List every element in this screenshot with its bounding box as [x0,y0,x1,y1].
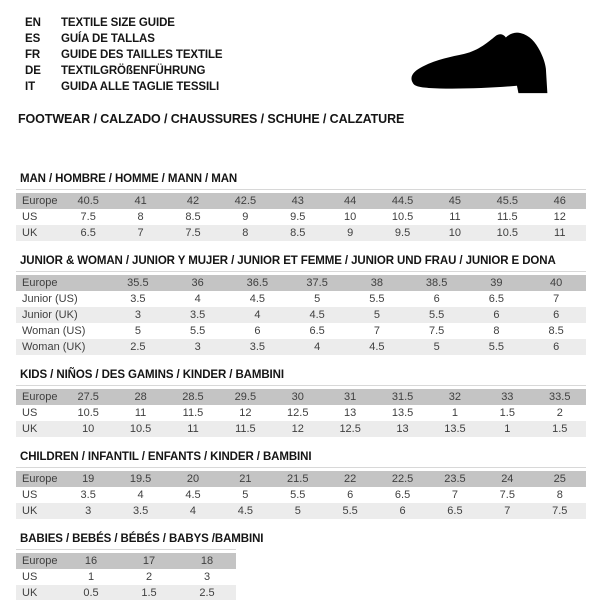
table-row-europe [16,389,586,405]
size-cell: 10.5 [391,211,414,223]
language-code: IT [25,81,36,93]
table-row-europe [16,553,236,569]
size-cell: 12.5 [287,407,309,419]
size-cell: 12 [291,423,304,435]
size-cell: 4 [189,505,197,517]
size-cell: 9 [347,227,354,239]
size-cell: 13.5 [391,407,414,419]
row-label: UK [22,227,38,239]
size-cell: 6 [553,309,560,321]
size-cell: 7.5 [80,211,96,223]
shoe-silhouette-path [411,33,547,94]
size-cell: 5 [433,341,440,353]
row-label: Woman (UK) [22,341,86,353]
category-line: FOOTWEAR / CALZADO / CHAUSSURES / SCHUHE / CALZATURE [18,112,405,126]
row-label: Junior (UK) [22,309,78,321]
table-row-us [16,487,586,503]
size-cell: 31 [344,391,357,403]
size-cell: 12 [239,407,252,419]
size-cell: 1 [87,571,95,583]
size-cell: 24 [501,473,514,485]
size-cell: 5 [314,293,321,305]
section-title: KIDS / NIÑOS / DES GAMINS / KINDER / BAMBINI [20,369,284,381]
size-cell: 27.5 [77,391,99,403]
size-cell: 6.5 [394,489,411,501]
size-cell: 1.5 [552,423,568,435]
size-cell: 40.5 [77,195,99,207]
size-cell: 45 [448,195,462,207]
size-cell: 3 [134,309,141,321]
table-row-uk [16,585,236,600]
size-cell: 11.5 [235,423,256,435]
section-title: CHILDREN / INFANTIL / ENFANTS / KINDER / BAMBINI [20,451,312,463]
size-cell: 11.5 [182,407,204,419]
size-cell: 4.5 [249,293,266,305]
size-section-kids [16,369,586,437]
size-cell: 3 [194,341,201,353]
size-table-children [16,471,586,519]
size-cell: 38.5 [425,277,448,289]
size-cell: 28.5 [182,391,204,403]
size-table-junior-woman [16,275,586,355]
size-cell: 3 [203,571,211,583]
size-cell: 3.5 [130,293,146,305]
size-cell: 36 [191,277,204,289]
table-row-woman-us [16,323,586,339]
size-cell: 7 [451,489,458,501]
size-cell: 5.5 [342,505,358,517]
size-cell: 4 [254,309,261,321]
row-label: US [22,489,38,501]
size-cell: 21 [239,473,252,485]
size-cell: 6 [347,489,354,501]
size-cell: 5 [134,325,141,337]
size-cell: 2.5 [130,341,146,353]
size-cell: 6.5 [488,293,505,305]
size-cell: 25 [553,473,566,485]
size-cell: 22 [344,473,357,485]
size-cell: 3.5 [132,505,149,517]
row-label: US [22,407,38,419]
size-cell: 11 [134,407,147,419]
row-label: UK [22,423,38,435]
size-cell: 5.5 [189,325,206,337]
size-cell: 12 [553,211,566,223]
size-cell: 7.5 [428,325,445,337]
table-top-rule [16,271,586,272]
size-cell: 2 [556,407,563,419]
size-cell: 32 [448,391,462,403]
size-cell: 7 [137,227,144,239]
size-cell: 6.5 [309,325,325,337]
size-cell: 1 [504,423,511,435]
size-cell: 7 [373,325,380,337]
language-code: DE [25,65,41,77]
table-top-rule [16,189,586,190]
size-cell: 5 [373,309,380,321]
language-label: TEXTILGRÖßENFÜHRUNG [61,65,206,77]
table-row-junior-uk [16,307,586,323]
table-row-us [16,209,586,225]
size-cell: 1 [451,407,458,419]
size-cell: 7.5 [185,227,201,239]
size-cell: 37.5 [306,277,328,289]
size-cell: 8 [493,325,500,337]
size-cell: 44.5 [391,195,414,207]
table-row-uk [16,421,586,437]
size-tables [16,173,586,600]
size-cell: 8.5 [290,227,306,239]
row-label: US [22,211,38,223]
size-cell: 8 [242,227,249,239]
size-cell: 19 [82,473,95,485]
size-section-babies [16,533,586,600]
size-cell: 5.5 [428,309,445,321]
size-cell: 30 [291,391,304,403]
size-cell: 42.5 [234,195,257,207]
size-cell: 7.5 [499,489,515,501]
size-cell: 13 [344,407,357,419]
table-top-rule [16,467,586,468]
size-cell: 3.5 [189,309,206,321]
section-title: BABIES / BEBÉS / BÉBÉS / BABYS /BAMBINI [20,533,264,545]
size-cell: 40 [550,277,563,289]
size-cell: 9 [242,211,249,223]
row-label: Europe [22,473,58,485]
language-code: ES [25,33,41,45]
size-cell: 19.5 [129,473,152,485]
language-code: FR [25,49,41,61]
language-label: GUÍA DE TALLAS [61,33,155,45]
header [0,0,600,126]
size-cell: 6.5 [447,505,463,517]
row-label: UK [22,587,38,599]
size-cell: 1.5 [499,407,515,419]
size-cell: 3 [85,505,92,517]
size-cell: 4.5 [309,309,325,321]
size-cell: 2.5 [199,587,215,599]
size-cell: 13.5 [444,423,466,435]
row-label: Europe [22,195,58,207]
section-title: MAN / HOMBRE / HOMME / MANN / MAN [20,173,238,185]
size-cell: 43 [291,195,304,207]
language-label: TEXTILE SIZE GUIDE [61,17,175,29]
section-title: JUNIOR & WOMAN / JUNIOR Y MUJER / JUNIOR ET FEMME / JUNIOR UND FRAU / JUNIOR E DONA [20,255,556,267]
size-cell: 23.5 [444,473,466,485]
size-cell: 6 [254,325,261,337]
table-top-rule [16,385,586,386]
size-section-children [16,451,586,519]
size-cell: 8 [137,211,144,223]
size-cell: 46 [553,195,566,207]
size-cell: 33.5 [549,391,571,403]
size-cell: 10.5 [129,423,152,435]
size-cell: 7.5 [552,505,568,517]
table-row-uk [16,225,586,241]
size-cell: 11 [449,211,461,223]
size-cell: 6 [433,293,440,305]
size-cell: 33 [501,391,514,403]
size-cell: 21.5 [287,473,309,485]
size-cell: 35.5 [127,277,149,289]
table-row-junior-us [16,291,586,307]
size-cell: 8.5 [185,211,201,223]
size-cell: 1.5 [141,587,157,599]
size-cell: 12.5 [339,423,361,435]
size-cell: 20 [186,473,200,485]
size-cell: 0.5 [83,587,99,599]
row-label: US [22,571,38,583]
size-cell: 17 [142,555,156,567]
size-cell: 5 [242,489,249,501]
size-cell: 4.5 [185,489,201,501]
size-cell: 8.5 [548,325,564,337]
size-section-man [16,173,586,241]
size-cell: 18 [200,555,214,567]
size-cell: 36.5 [246,277,269,289]
size-cell: 45.5 [496,195,519,207]
size-cell: 7 [553,293,560,305]
row-label: Woman (US) [22,325,86,337]
size-cell: 11 [187,423,199,435]
size-cell: 31.5 [391,391,414,403]
size-cell: 7 [504,505,511,517]
size-cell: 16 [84,555,98,567]
size-cell: 2 [145,571,153,583]
language-code: EN [25,17,41,29]
size-table-man [16,193,586,241]
size-cell: 41 [134,195,147,207]
row-label: Europe [22,555,58,567]
dress-shoe-icon [402,24,580,106]
size-cell: 22.5 [391,473,414,485]
size-cell: 4 [137,489,144,501]
language-label: GUIDA ALLE TAGLIE TESSILI [61,81,220,93]
table-row-us [16,569,236,585]
row-label: Junior (US) [22,293,78,305]
size-table-babies [16,553,236,600]
size-cell: 5.5 [488,341,505,353]
size-cell: 10.5 [496,227,519,239]
size-cell: 44 [344,195,357,207]
size-cell: 28 [134,391,147,403]
size-cell: 5.5 [290,489,306,501]
size-cell: 10.5 [77,407,99,419]
size-cell: 13 [396,423,409,435]
size-cell: 5 [294,505,301,517]
size-cell: 4 [314,341,321,353]
size-cell: 6 [493,309,500,321]
row-label: UK [22,505,38,517]
size-section-junior-woman [16,255,586,355]
size-cell: 5.5 [369,293,385,305]
size-cell: 42 [186,195,200,207]
size-cell: 3.5 [80,489,96,501]
size-cell: 10 [448,227,462,239]
size-cell: 38 [370,277,383,289]
size-cell: 3.5 [249,341,266,353]
row-label: Europe [22,391,58,403]
size-cell: 10 [344,211,357,223]
table-row-woman-uk [16,339,586,355]
size-cell: 11.5 [497,211,518,223]
language-label: GUIDE DES TAILLES TEXTILE [61,49,223,61]
size-cell: 6.5 [80,227,96,239]
size-cell: 6 [399,505,406,517]
size-cell: 9.5 [394,227,411,239]
table-row-uk [16,503,586,519]
size-cell: 6 [553,341,560,353]
size-cell: 9.5 [290,211,306,223]
size-cell: 11 [554,227,566,239]
row-label: Europe [22,277,58,289]
size-cell: 39 [490,277,503,289]
table-row-europe [16,193,586,209]
size-cell: 4.5 [369,341,385,353]
table-row-europe [16,275,586,291]
table-row-us [16,405,586,421]
table-row-europe [16,471,586,487]
table-top-rule [16,549,236,550]
size-cell: 29.5 [234,391,257,403]
size-cell: 4 [194,293,201,305]
size-cell: 4.5 [237,505,254,517]
size-table-kids [16,389,586,437]
size-cell: 8 [556,489,563,501]
size-cell: 10 [82,423,95,435]
